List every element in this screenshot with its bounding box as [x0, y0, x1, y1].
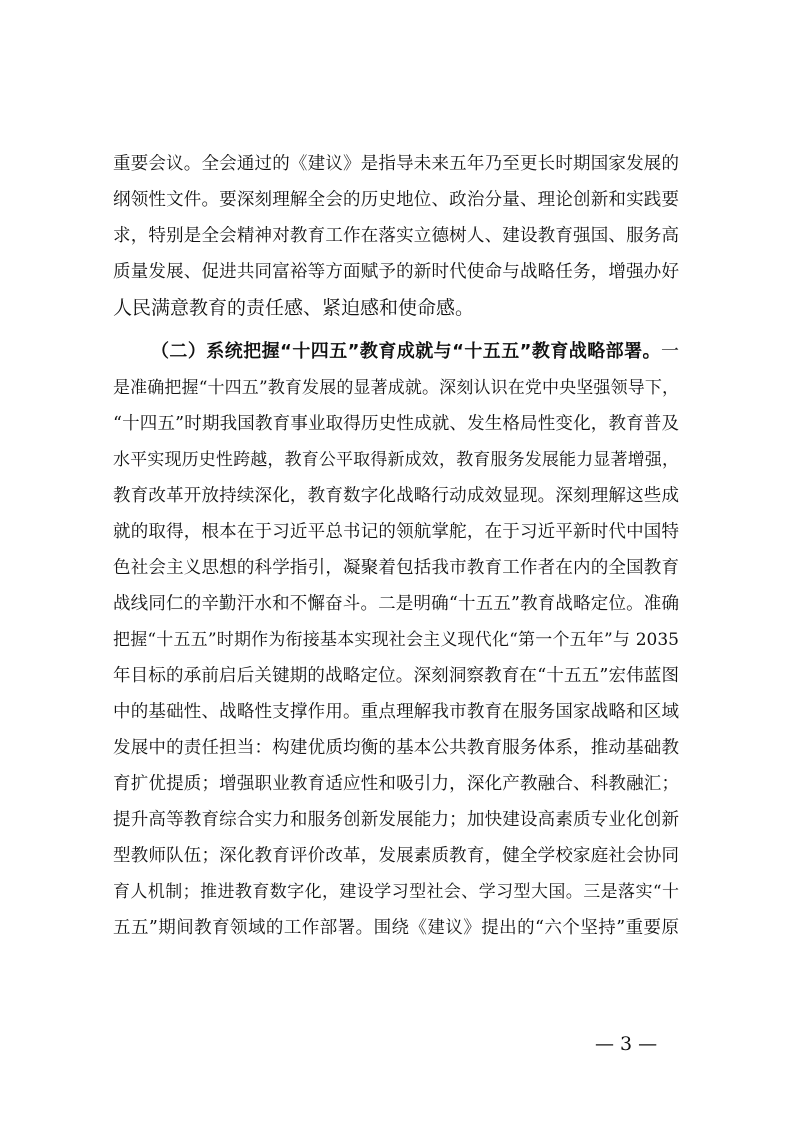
body-line: 纲领性文件。要深刻理解全会的历史地位、政治分量、理论创新和实践要: [113, 190, 679, 210]
body-line: 五五”期间教育领域的工作部署。围绕《建议》提出的“六个坚持”重要原: [113, 918, 679, 938]
section-heading: （二）系统把握“十四五”教育成就与“十五五”教育战略部署。: [151, 341, 661, 362]
body-line: 中的基础性、战略性支撑作用。重点理解我市教育在服务国家战略和区域: [113, 702, 679, 722]
body-line: 育人机制；推进教育数字化，建设学习型社会、学习型大国。三是落实“十: [113, 882, 679, 902]
body-line: 把握“十五五”时期作为衔接基本实现社会主义现代化“第一个五年”与 2035: [113, 630, 679, 650]
body-line: 提升高等教育综合实力和服务创新发展能力；加快建设高素质专业化创新: [113, 810, 679, 830]
body-line: “十四五”时期我国教育事业取得历史性成就、发生格局性变化，教育普及: [113, 414, 679, 434]
body-line: 人民满意教育的责任感、紧迫感和使命感。: [113, 297, 475, 319]
body-line: 重要会议。全会通过的《建议》是指导未来五年乃至更长时期国家发展的: [113, 154, 679, 174]
body-line: 质量发展、促进共同富裕等方面赋予的新时代使命与战略任务，增强办好: [113, 262, 679, 282]
body-line: 型教师队伍；深化教育评价改革，发展素质教育，健全学校家庭社会协同: [113, 846, 679, 866]
body-line: 就的取得，根本在于习近平总书记的领航掌舵，在于习近平新时代中国特: [113, 522, 679, 542]
section-heading-line: [151, 338, 679, 368]
body-line: 育扩优提质；增强职业教育适应性和吸引力，深化产教融合、科教融汇；: [113, 774, 679, 794]
body-line: 发展中的责任担当：构建优质均衡的基本公共教育服务体系，推动基础教: [113, 738, 679, 758]
body-line: 教育改革开放持续深化，教育数字化战略行动成效显现。深刻理解这些成: [113, 486, 679, 506]
body-line: 色社会主义思想的科学指引，凝聚着包括我市教育工作者在内的全国教育: [113, 558, 679, 578]
body-line: 战线同仁的辛勤汗水和不懈奋斗。二是明确“十五五”教育战略定位。准确: [113, 594, 679, 614]
body-line: 是准确把握“十四五”教育发展的显著成就。深刻认识在党中央坚强领导下，: [113, 378, 679, 398]
body-text-run: 一: [661, 341, 679, 362]
page-number: — 3 —: [595, 1033, 658, 1055]
body-line: 求，特别是全会精神对教育工作在落实立德树人、建设教育强国、服务高: [113, 226, 679, 246]
body-line: 水平实现历史性跨越，教育公平取得新成效，教育服务发展能力显著增强，: [113, 450, 679, 470]
body-line: 年目标的承前启后关键期的战略定位。深刻洞察教育在“十五五”宏伟蓝图: [113, 666, 679, 686]
